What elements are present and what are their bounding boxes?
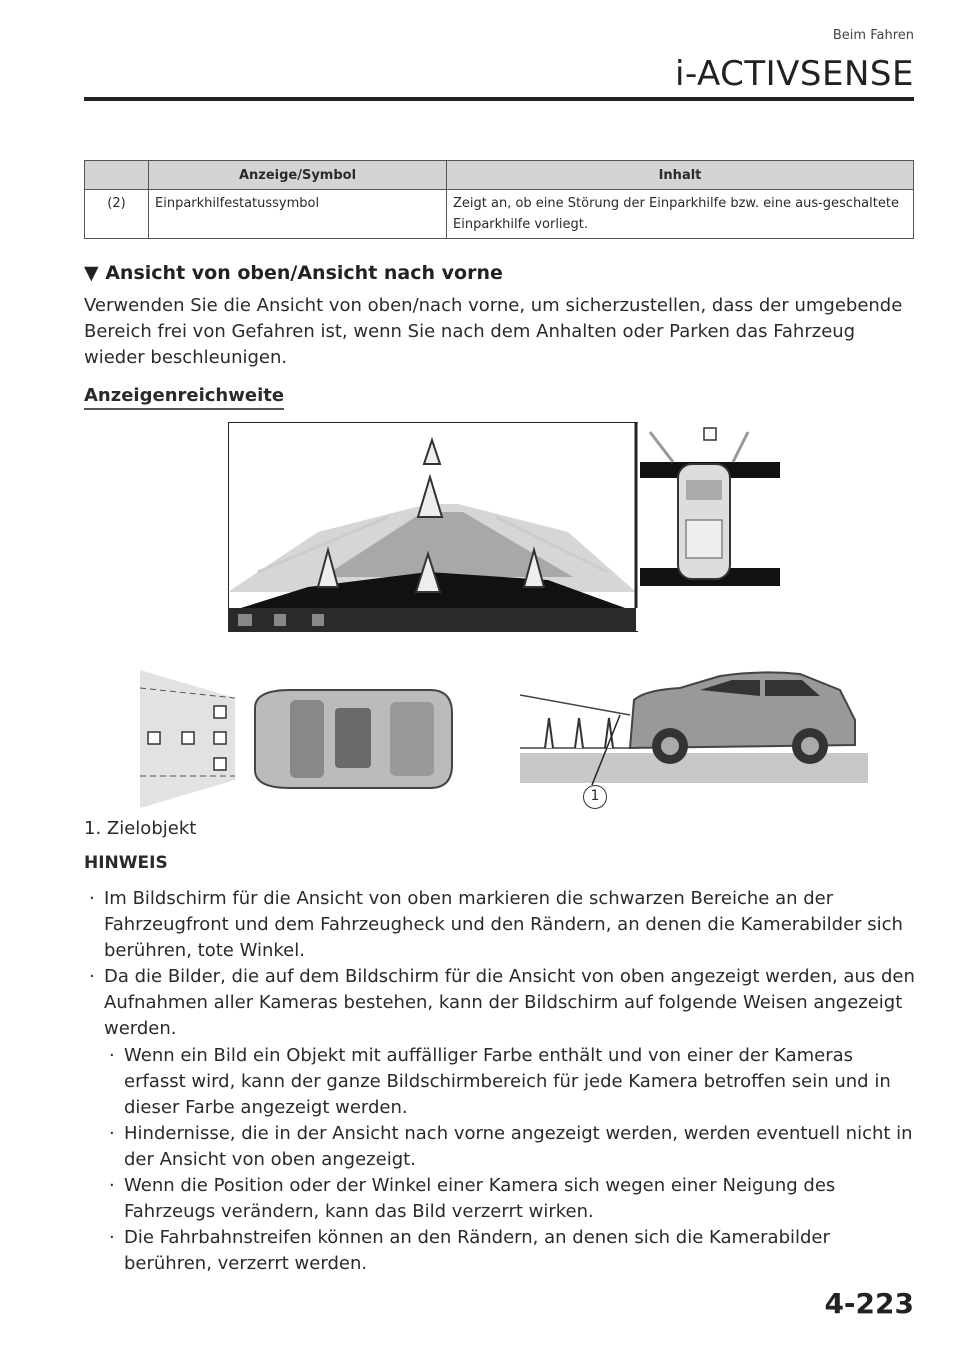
header-rule bbox=[84, 97, 914, 101]
note-subitem: · Hindernisse, die in der Ansicht nach vorne angezeigt werden, werden eventuell nicht in der Ansicht von oben angezeigt. bbox=[106, 1121, 916, 1173]
table-cell-number: (2) bbox=[85, 190, 149, 239]
header-section: Beim Fahren bbox=[832, 28, 914, 43]
subheading-display-range: Anzeigenreichweite bbox=[84, 385, 284, 410]
note-subitem: · Wenn die Position oder der Winkel einer Kamera sich wegen einer Neigung des Fahrzeugs verändern, kann das Bild verzerrt wirken. bbox=[106, 1173, 916, 1225]
note-subitem: · Wenn ein Bild ein Objekt mit auffälliger Farbe enthält und von einer der Kameras erfasst wird, kann der ganze Bildschirmbereich für jede Kamera betroffen sein und in dieser Farbe angezeigt werden. bbox=[106, 1043, 916, 1121]
note-heading: HINWEIS bbox=[84, 853, 168, 873]
sideview-car-illustration bbox=[520, 660, 868, 812]
topdown-car-illustration bbox=[140, 668, 460, 810]
note-list bbox=[86, 886, 916, 1042]
callout-number: 1 bbox=[583, 785, 607, 809]
table-header-symbol: Anzeige/Symbol bbox=[149, 161, 447, 190]
table-header-blank bbox=[85, 161, 149, 190]
section-heading: ▼ Ansicht von oben/Ansicht nach vorne bbox=[84, 262, 503, 284]
figure-caption-list bbox=[84, 816, 196, 842]
table-row bbox=[85, 190, 914, 239]
note-subitem: · Die Fahrbahnstreifen können an den Rändern, an denen sich die Kamerabilder berühren, verzerrt werden. bbox=[106, 1225, 916, 1277]
table-header-content: Inhalt bbox=[447, 161, 914, 190]
page-number: 4-223 bbox=[824, 1287, 914, 1320]
info-table bbox=[84, 160, 914, 239]
note-sublist bbox=[106, 1043, 916, 1277]
note-item: · Im Bildschirm für die Ansicht von oben markieren die schwarzen Bereiche an der Fahrzeugfront und dem Fahrzeugheck und den Rändern, an denen die Kamerabilder sich berühren, tote Winkel. bbox=[86, 886, 916, 964]
table-cell-content: Zeigt an, ob eine Störung der Einparkhilfe bzw. eine aus-geschaltete Einparkhilfe vorliegt. bbox=[447, 190, 914, 239]
camera-screen-illustration bbox=[228, 422, 781, 632]
table-header-row bbox=[85, 161, 914, 190]
table-cell-symbol: Einparkhilfestatussymbol bbox=[149, 190, 447, 239]
note-item: · Da die Bilder, die auf dem Bildschirm für die Ansicht von oben angezeigt werden, aus den Aufnahmen aller Kameras bestehen, kann der Bildschirm auf folgende Weisen angezeigt werden. bbox=[86, 964, 916, 1042]
header-title: i-ACTIVSENSE bbox=[675, 54, 914, 94]
caption-item: 1. Zielobjekt bbox=[84, 818, 197, 839]
section-paragraph: Verwenden Sie die Ansicht von oben/nach vorne, um sicherzustellen, dass der umgebende Bereich frei von Gefahren ist, wenn Sie nach dem Anhalten oder Parken das Fahrzeug wieder beschleunigen. bbox=[84, 295, 903, 368]
